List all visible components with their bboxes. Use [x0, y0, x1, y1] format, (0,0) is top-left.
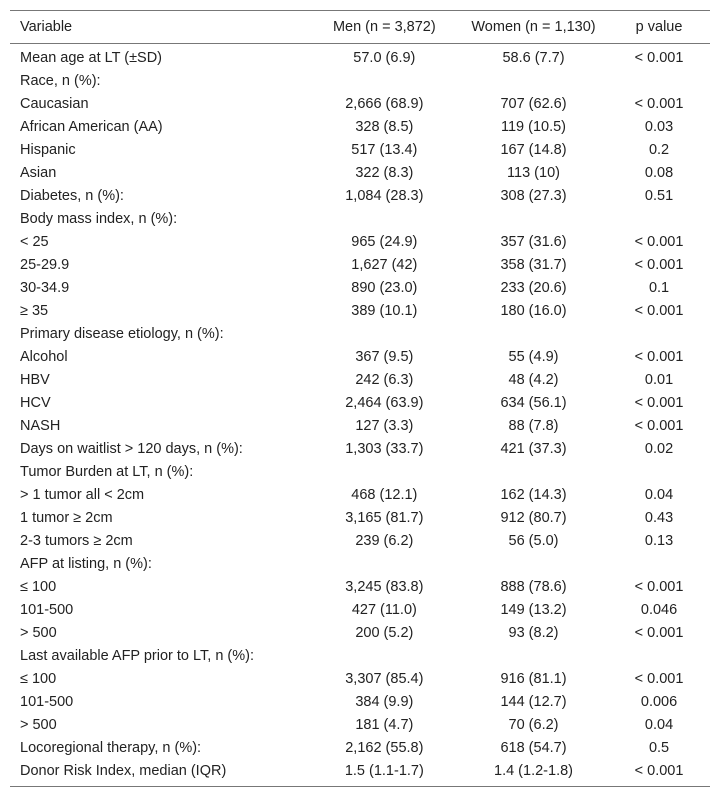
cell-p-value: 0.5 — [648, 740, 670, 756]
cell-men: 242 (6.3) — [355, 372, 414, 388]
cell-women: 1.4 (1.2-1.8) — [459, 760, 608, 787]
cell-men: 367 (9.5) — [355, 349, 414, 365]
cell-men: 181 (4.7) — [355, 717, 414, 733]
cell-p-value: < 0.001 — [634, 395, 684, 411]
cell-p-value: 0.08 — [644, 165, 674, 181]
cell-variable: HCV — [20, 395, 51, 411]
cell-variable: NASH — [20, 418, 61, 434]
cell-women: 88 (7.8) — [508, 418, 559, 434]
table-row — [10, 300, 710, 323]
cell-women: 162 (14.3) — [500, 487, 567, 503]
cell-variable: Race, n (%): — [20, 73, 101, 89]
table-row — [10, 507, 710, 530]
cell-men: 3,245 (83.8) — [345, 579, 424, 595]
table-row — [10, 369, 710, 392]
cell-men: 57.0 (6.9) — [353, 50, 416, 66]
cell-women — [459, 323, 608, 346]
cell-variable: Donor Risk Index, median (IQR) — [10, 760, 310, 787]
table-row — [10, 576, 710, 599]
table-row — [10, 484, 710, 507]
cell-men — [310, 208, 459, 231]
cell-p-value: 0.51 — [644, 188, 674, 204]
header-men: Men (n = 3,872) — [310, 11, 459, 44]
cell-women: 357 (31.6) — [500, 234, 567, 250]
cell-variable: 101-500 — [20, 602, 74, 618]
cell-men: 328 (8.5) — [355, 119, 414, 135]
cell-men: 389 (10.1) — [351, 303, 418, 319]
table-row — [10, 139, 710, 162]
cell-men: 127 (3.3) — [355, 418, 414, 434]
table-row — [10, 231, 710, 254]
cell-variable: ≤ 100 — [20, 579, 57, 595]
cell-women: 912 (80.7) — [500, 510, 567, 526]
cell-men: 468 (12.1) — [351, 487, 418, 503]
cell-p-value — [608, 323, 710, 346]
cell-p-value: 0.01 — [644, 372, 674, 388]
table-header — [10, 11, 710, 44]
cell-women: 916 (81.1) — [500, 671, 567, 687]
cell-women: 618 (54.7) — [500, 740, 567, 756]
cell-p-value — [608, 70, 710, 93]
cell-p-value: < 0.001 — [634, 671, 684, 687]
cell-men — [310, 323, 459, 346]
table-row — [10, 162, 710, 185]
cell-p-value — [608, 553, 710, 576]
cell-women: 119 (10.5) — [500, 119, 567, 135]
cell-men: 890 (23.0) — [351, 280, 418, 296]
cell-women: 56 (5.0) — [508, 533, 559, 549]
cell-variable: > 500 — [20, 625, 57, 641]
cell-variable: AFP at listing, n (%): — [20, 556, 152, 572]
table-row — [10, 346, 710, 369]
table-row — [10, 208, 710, 231]
cell-p-value — [608, 208, 710, 231]
cell-women: 149 (13.2) — [500, 602, 567, 618]
cell-p-value: < 0.001 — [608, 760, 710, 787]
table-row — [10, 553, 710, 576]
cell-men — [310, 70, 459, 93]
cell-women — [459, 553, 608, 576]
cell-variable: Mean age at LT (±SD) — [20, 50, 163, 66]
cell-men: 384 (9.9) — [355, 694, 414, 710]
cell-men: 3,307 (85.4) — [345, 671, 424, 687]
cell-variable: > 500 — [20, 717, 57, 733]
table-row — [10, 622, 710, 645]
table-row — [10, 93, 710, 116]
table-row — [10, 185, 710, 208]
cell-variable: Asian — [20, 165, 57, 181]
cell-p-value: 0.046 — [640, 602, 678, 618]
table-row — [10, 438, 710, 461]
cell-p-value: 0.03 — [644, 119, 674, 135]
cell-men: 965 (24.9) — [351, 234, 418, 250]
table-row — [10, 645, 710, 668]
cell-p-value: 0.2 — [648, 142, 670, 158]
cell-variable: Caucasian — [20, 96, 89, 112]
cell-men: 517 (13.4) — [351, 142, 418, 158]
cell-women: 888 (78.6) — [500, 579, 567, 595]
cell-variable: HBV — [20, 372, 50, 388]
cell-men: 322 (8.3) — [355, 165, 414, 181]
cell-variable: Alcohol — [20, 349, 68, 365]
header-women: Women (n = 1,130) — [459, 11, 608, 44]
table-row — [10, 277, 710, 300]
table-row — [10, 116, 710, 139]
cell-variable: > 1 tumor all < 2cm — [20, 487, 145, 503]
cell-variable: Hispanic — [20, 142, 76, 158]
cell-variable: Tumor Burden at LT, n (%): — [20, 464, 194, 480]
table-row — [10, 323, 710, 346]
cell-p-value: < 0.001 — [634, 257, 684, 273]
cell-women: 707 (62.6) — [500, 96, 567, 112]
cell-women: 180 (16.0) — [500, 303, 567, 319]
cell-men: 2,464 (63.9) — [345, 395, 424, 411]
cell-men: 3,165 (81.7) — [345, 510, 424, 526]
cell-variable: Primary disease etiology, n (%): — [20, 326, 224, 342]
cell-women: 421 (37.3) — [500, 441, 567, 457]
cell-p-value: < 0.001 — [634, 234, 684, 250]
cell-women: 634 (56.1) — [500, 395, 567, 411]
cell-p-value: < 0.001 — [634, 50, 684, 66]
cell-variable: ≥ 35 — [20, 303, 49, 319]
cell-women: 48 (4.2) — [508, 372, 559, 388]
table-row — [10, 415, 710, 438]
cell-men: 2,162 (55.8) — [345, 740, 424, 756]
cell-p-value: 0.006 — [640, 694, 678, 710]
cell-p-value: 0.13 — [644, 533, 674, 549]
cell-women: 58.6 (7.7) — [502, 50, 565, 66]
cell-variable: Days on waitlist > 120 days, n (%): — [20, 441, 243, 457]
table-row — [10, 599, 710, 622]
cell-men — [310, 645, 459, 668]
table-row — [10, 691, 710, 714]
cell-variable: < 25 — [20, 234, 49, 250]
table-row — [10, 714, 710, 737]
table-row — [10, 530, 710, 553]
table-row — [10, 70, 710, 93]
cell-p-value: 0.02 — [644, 441, 674, 457]
cell-men: 239 (6.2) — [355, 533, 414, 549]
cell-women: 167 (14.8) — [500, 142, 567, 158]
cell-men: 200 (5.2) — [355, 625, 414, 641]
cell-p-value: 0.04 — [644, 717, 674, 733]
header-variable: Variable — [10, 11, 310, 44]
cell-men: 1.5 (1.1-1.7) — [310, 760, 459, 787]
cell-women — [459, 461, 608, 484]
cell-men: 1,627 (42) — [351, 257, 418, 273]
cell-men: 2,666 (68.9) — [345, 96, 424, 112]
cell-variable: 101-500 — [20, 694, 74, 710]
cell-men: 427 (11.0) — [351, 602, 417, 618]
cell-men — [310, 461, 459, 484]
cell-variable: Locoregional therapy, n (%): — [20, 740, 202, 756]
table-row — [10, 737, 710, 760]
table-row — [10, 44, 710, 71]
cell-women — [459, 70, 608, 93]
cell-women: 358 (31.7) — [500, 257, 567, 273]
table-row — [10, 461, 710, 484]
cell-p-value — [608, 645, 710, 668]
cell-women: 233 (20.6) — [500, 280, 567, 296]
cell-variable: ≤ 100 — [20, 671, 57, 687]
cell-variable: 1 tumor ≥ 2cm — [20, 510, 113, 526]
table-row — [10, 392, 710, 415]
cell-variable: 2-3 tumors ≥ 2cm — [20, 533, 133, 549]
baseline-characteristics-table — [10, 10, 710, 787]
cell-variable: Body mass index, n (%): — [20, 211, 178, 227]
cell-p-value: < 0.001 — [634, 303, 684, 319]
cell-variable: Last available AFP prior to LT, n (%): — [20, 648, 254, 664]
cell-variable: 30-34.9 — [20, 280, 70, 296]
cell-p-value: < 0.001 — [634, 625, 684, 641]
cell-variable: African American (AA) — [20, 119, 163, 135]
cell-women: 93 (8.2) — [508, 625, 559, 641]
cell-men: 1,303 (33.7) — [345, 441, 424, 457]
cell-p-value: < 0.001 — [634, 418, 684, 434]
table-row — [10, 254, 710, 277]
cell-variable: Diabetes, n (%): — [20, 188, 124, 204]
cell-women — [459, 208, 608, 231]
cell-p-value: < 0.001 — [634, 96, 684, 112]
cell-women: 55 (4.9) — [508, 349, 559, 365]
cell-p-value: 0.1 — [648, 280, 670, 296]
cell-p-value — [608, 461, 710, 484]
cell-women — [459, 645, 608, 668]
cell-women: 70 (6.2) — [508, 717, 559, 733]
cell-women: 113 (10) — [507, 165, 560, 181]
cell-women: 144 (12.7) — [500, 694, 567, 710]
cell-p-value: 0.04 — [644, 487, 674, 503]
table-row — [10, 668, 710, 691]
cell-variable: 25-29.9 — [20, 257, 70, 273]
cell-p-value: < 0.001 — [634, 349, 684, 365]
cell-men — [310, 553, 459, 576]
header-row — [10, 11, 710, 44]
header-p-value: p value — [608, 11, 710, 44]
table-row — [10, 760, 710, 787]
baseline-characteristics-table-container — [10, 10, 710, 787]
cell-men: 1,084 (28.3) — [345, 188, 424, 204]
table-body — [10, 44, 710, 787]
cell-women: 308 (27.3) — [500, 188, 567, 204]
cell-p-value: 0.43 — [644, 510, 674, 526]
cell-p-value: < 0.001 — [634, 579, 684, 595]
